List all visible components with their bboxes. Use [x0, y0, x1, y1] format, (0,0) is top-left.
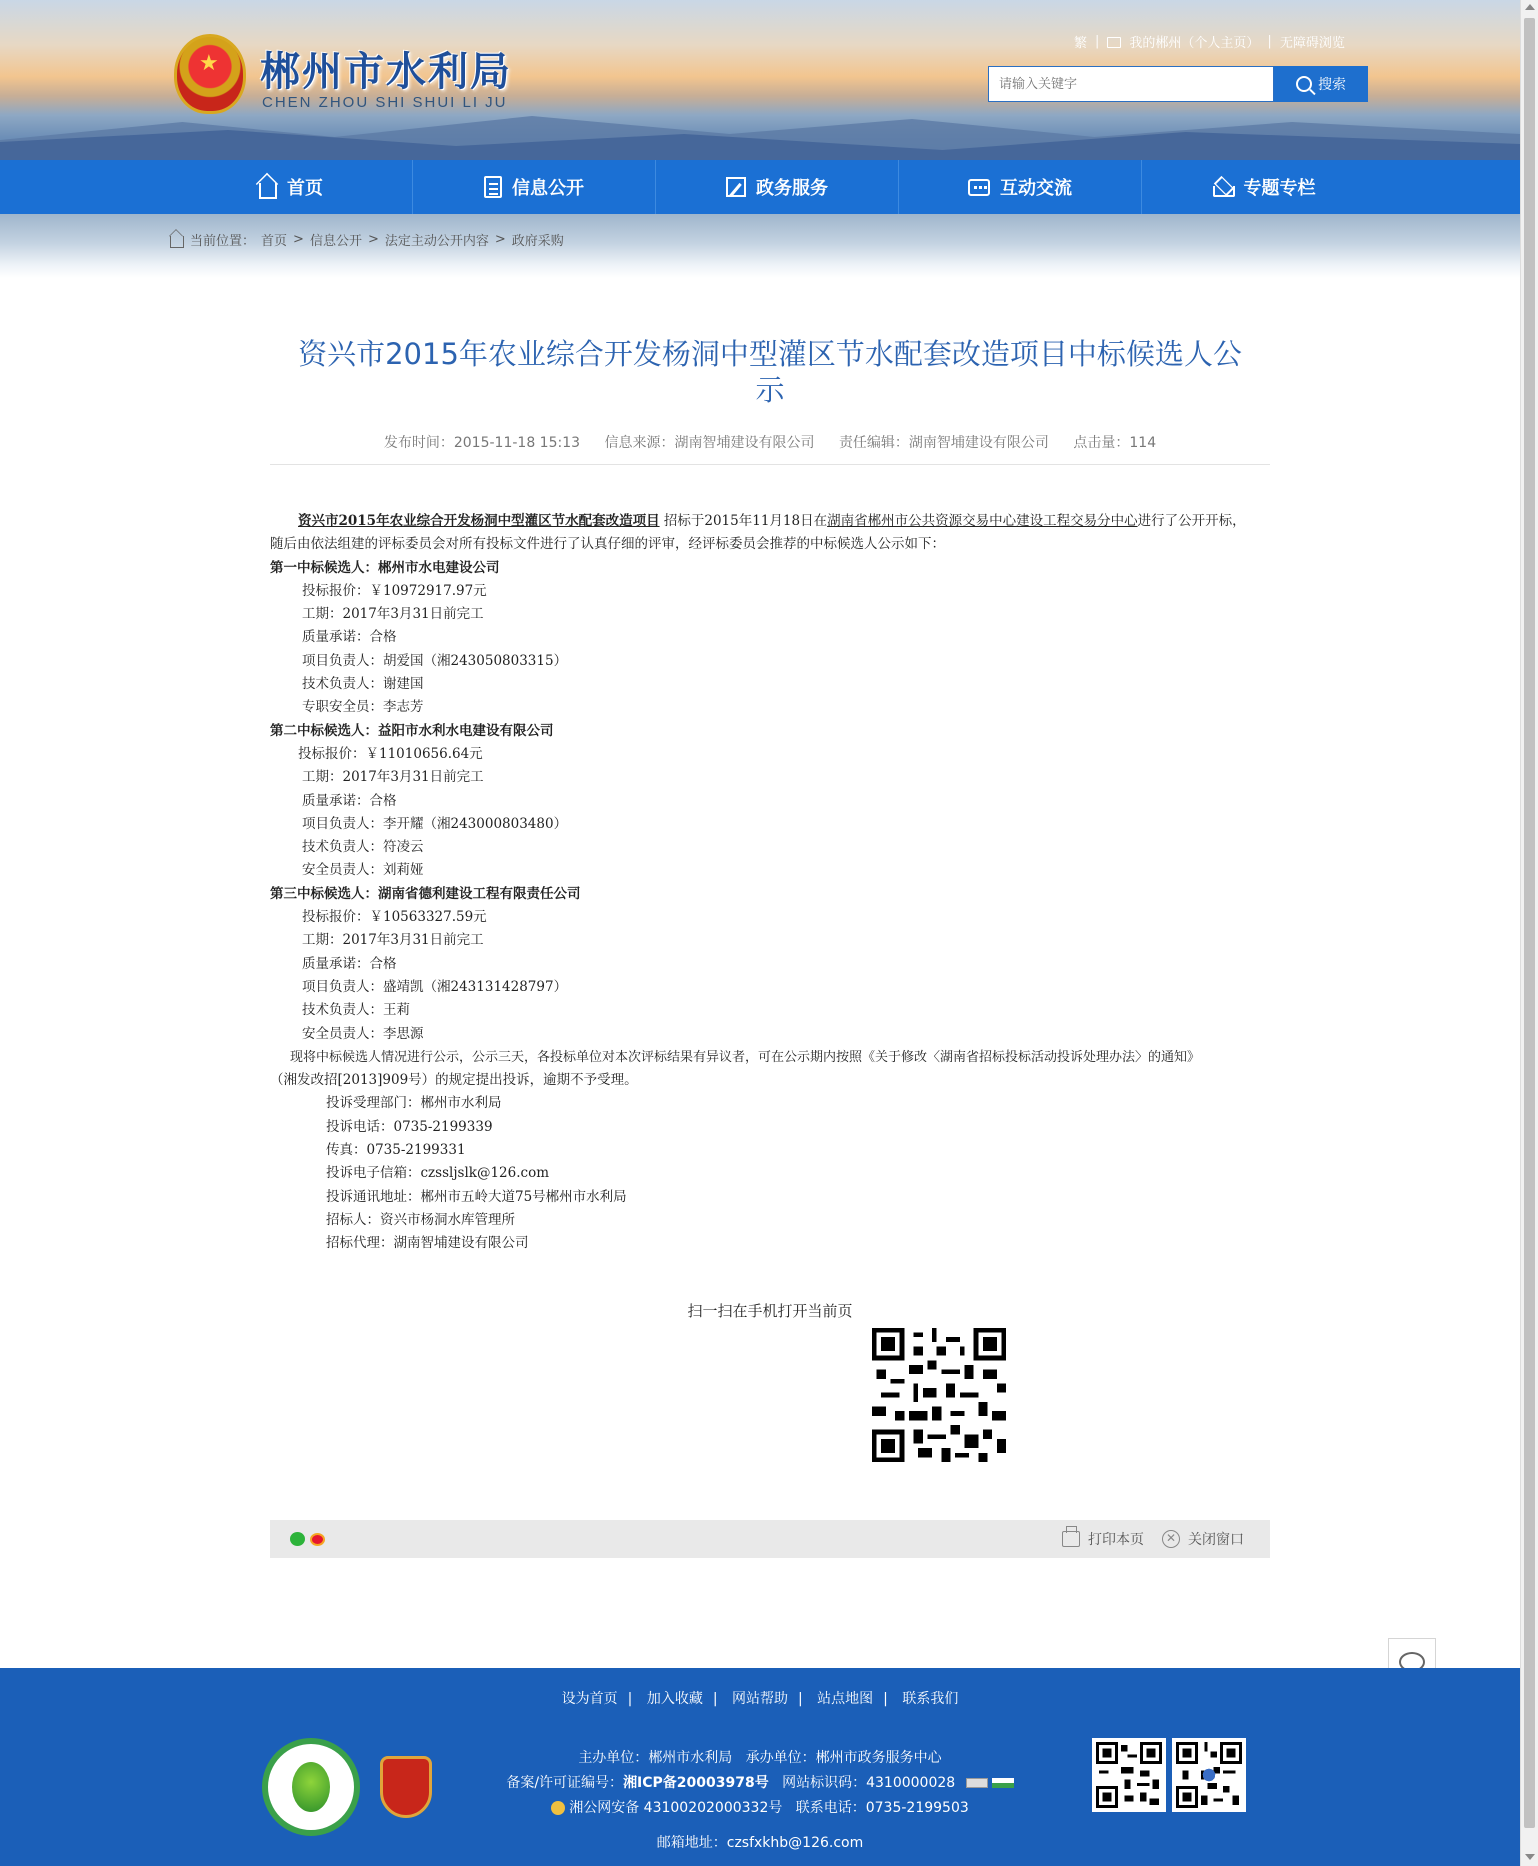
weibo-share-icon[interactable]	[310, 1533, 325, 1546]
print-label: 打印本页	[1088, 1532, 1144, 1548]
candidate-detail: 工期：2017年3月31日前完工	[302, 606, 484, 623]
breadcrumb-separator: >	[293, 232, 304, 247]
contact-line: 投诉电话：0735-2199339	[326, 1118, 493, 1135]
candidate-detail: 专职安全员：李志芳	[302, 699, 424, 716]
trading-center-name: 湖南省郴州市公共资源交易中心建设工程交易分中心	[827, 513, 1138, 529]
site-id-label: 网站标识码：	[782, 1775, 867, 1791]
candidate-detail: 工期：2017年3月31日前完工	[302, 769, 484, 786]
contact-line: 招标人：资兴市杨洞水库管理所	[326, 1211, 515, 1228]
organizer-name: 郴州市政务服务中心	[815, 1750, 942, 1766]
footer-qr-code-1	[1092, 1738, 1166, 1812]
candidate-detail: 质量承诺：合格	[302, 792, 397, 809]
breadcrumb-separator: >	[494, 232, 506, 247]
breadcrumb-prefix: 当前位置：	[190, 234, 256, 249]
nav-item-label: 互动交流	[1000, 178, 1072, 199]
site-header	[0, 0, 1520, 160]
host-label: 主办单位：	[578, 1750, 649, 1766]
nav-item-label: 首页	[287, 178, 323, 199]
footer-qr-code-2	[1172, 1738, 1246, 1812]
intro-text: 招标于2015年11月18日在	[663, 513, 828, 529]
breadcrumb-item-home[interactable]: 首页	[261, 234, 288, 249]
project-name: 资兴市2015年农业综合开发杨洞中型灌区节水配套改造项目	[298, 513, 660, 529]
article-title	[270, 336, 1270, 408]
layers-icon	[1212, 177, 1234, 197]
info-source: 信息来源：湖南智埔建设有限公司	[604, 435, 815, 451]
footer-host-line	[0, 1746, 1520, 1771]
police-badge-icon	[551, 1801, 565, 1815]
candidate-detail: 技术负责人：谢建国	[302, 676, 424, 693]
site-subtitle: CHEN ZHOU SHI SHUI LI JU	[262, 94, 508, 111]
article-meta	[270, 432, 1270, 452]
candidate-detail: 技术负责人：王莉	[302, 1002, 410, 1019]
article-title-line: 示	[755, 373, 785, 407]
top-link-separator: |	[1095, 33, 1100, 49]
intro-text: 进行了公开开标，	[1137, 513, 1246, 529]
meta-divider	[270, 464, 1270, 465]
candidate-heading: 第三中标候选人：湖南省德利建设工程有限责任公司	[270, 885, 581, 902]
search-box	[988, 66, 1368, 102]
candidate-detail: 项目负责人：胡爱国（湘243050803315）	[302, 652, 568, 669]
document-icon	[484, 176, 502, 198]
contact-line: 招标代理：湖南智埔建设有限公司	[326, 1235, 529, 1252]
top-links	[1074, 32, 1374, 50]
qr-caption: 扫一扫在手机打开当前页	[687, 1302, 853, 1320]
notice-paragraph: 现将中标候选人情况进行公示，公示三天，各投标单位对本次评标结果有异议者，可在公示期内按照《关于修改〈湖南省招标投标活动投诉处理办法〉的通知》	[290, 1049, 1201, 1065]
nav-item-interaction[interactable]	[899, 160, 1142, 214]
wechat-share-icon[interactable]	[290, 1532, 305, 1546]
footer-police-line	[0, 1796, 1520, 1821]
search-icon	[1296, 76, 1312, 92]
scrollbar-thumb[interactable]	[1524, 18, 1535, 1828]
footer-email: 邮箱地址：czsfxkhb@126.com	[656, 1835, 864, 1851]
footer-links: 设为首页 | 加入收藏 | 网站帮助 | 站点地图 | 联系我们	[561, 1691, 959, 1707]
breadcrumb-item-procurement[interactable]: 政府采购	[511, 234, 564, 249]
site-footer	[0, 1668, 1520, 1866]
my-chenzhou-link[interactable]: 我的郴州（个人主页）	[1129, 35, 1260, 51]
footer-link-set-home[interactable]: 设为首页	[561, 1691, 618, 1707]
page-qr-code	[872, 1328, 1006, 1462]
candidate-detail: 技术负责人：符凌云	[302, 839, 424, 856]
nav-item-special-topics[interactable]	[1142, 160, 1385, 214]
organizer-label: 承办单位：	[745, 1750, 816, 1766]
nav-item-home[interactable]	[170, 160, 413, 214]
footer-link-contact[interactable]: 联系我们	[902, 1691, 959, 1707]
candidate-detail: 投标报价：￥11010656.64元	[298, 745, 483, 762]
candidate-detail: 项目负责人：李开耀（湘243000803480）	[302, 815, 568, 832]
flag-icon	[992, 1778, 1014, 1788]
search-button-label: 搜索	[1318, 77, 1346, 93]
contact-line: 传真：0735-2199331	[326, 1142, 466, 1159]
contact-line: 投诉受理部门：郴州市水利局	[326, 1095, 502, 1112]
contact-phone: 联系电话：0735-2199503	[795, 1800, 969, 1816]
scroll-up-arrow-icon[interactable]	[1525, 4, 1535, 10]
main-nav	[0, 160, 1520, 214]
host-name: 郴州市水利局	[648, 1750, 733, 1766]
breadcrumb	[170, 230, 564, 249]
publish-time: 发布时间：2015-11-18 15:13	[383, 435, 581, 451]
candidate-detail: 投标报价：￥10563327.59元	[302, 909, 487, 926]
intro-paragraph	[270, 510, 1270, 533]
nav-item-label: 信息公开	[512, 178, 584, 199]
breadcrumb-home-icon	[170, 236, 184, 248]
site-title[interactable]: 郴州市水利局	[260, 49, 512, 95]
nav-item-label: 政务服务	[756, 178, 828, 199]
icp-label: 备案/许可证编号：	[506, 1775, 624, 1791]
close-label: 关闭窗口	[1188, 1532, 1244, 1548]
nav-item-label: 专题专栏	[1243, 178, 1316, 199]
responsible-editor: 责任编辑：湖南智埔建设有限公司	[838, 435, 1049, 451]
traditional-chinese-link[interactable]: 繁	[1074, 35, 1088, 51]
icp-link[interactable]: 湘ICP备20003978号	[623, 1775, 769, 1791]
site-id: 4310000028	[866, 1775, 956, 1791]
accessible-browse-link[interactable]: 无障碍浏览	[1279, 35, 1345, 51]
printer-icon	[1062, 1531, 1080, 1547]
print-button[interactable]	[1062, 1529, 1144, 1549]
candidate-detail: 安全员责人：李思源	[302, 1025, 424, 1042]
chat-icon	[968, 179, 990, 196]
share-bar	[270, 1520, 1270, 1558]
nav-item-gov-services[interactable]	[656, 160, 899, 214]
search-button[interactable]	[1274, 66, 1368, 102]
article-title-line: 资兴市2015年农业综合开发杨洞中型灌区节水配套改造项目中标候选人公	[298, 337, 1242, 371]
vertical-scrollbar[interactable]	[1520, 0, 1538, 1866]
candidate-detail: 安全员责人：刘莉娅	[302, 862, 424, 879]
candidate-detail: 工期：2017年3月31日前完工	[302, 932, 484, 949]
cnzz-icon[interactable]	[966, 1778, 988, 1788]
footer-link-favorite[interactable]: 加入收藏	[646, 1691, 703, 1707]
candidate-heading: 第二中标候选人：益阳市水利水电建设有限公司	[270, 722, 554, 739]
edit-icon	[726, 177, 746, 197]
top-link-separator: |	[1267, 33, 1272, 49]
candidate-detail: 项目负责人：盛靖凯（湘243131428797）	[302, 978, 568, 995]
police-record[interactable]: 湘公网安备 43100202000332号	[569, 1800, 783, 1816]
intro-paragraph-cont: 随后由依法组建的评标委员会对所有投标文件进行了认真仔细的评审，经评标委员会推荐的中标候选人公示如下：	[270, 536, 945, 553]
monitor-icon	[1107, 37, 1121, 48]
contact-line: 投诉通讯地址：郴州市五岭大道75号郴州市水利局	[326, 1188, 627, 1205]
notice-paragraph-cont: （湘发改招[2013]909号）的规定提出投诉，逾期不予受理。	[270, 1072, 638, 1089]
breadcrumb-item-statutory[interactable]: 法定主动公开内容	[384, 234, 489, 249]
scroll-down-arrow-icon[interactable]	[1525, 1854, 1535, 1860]
search-input[interactable]	[988, 66, 1274, 102]
close-icon: ✕	[1162, 1530, 1180, 1548]
close-window-button[interactable]	[1162, 1529, 1244, 1549]
article-body	[270, 510, 1270, 1256]
footer-icp-line	[0, 1771, 1520, 1796]
footer-info	[0, 1746, 1520, 1821]
breadcrumb-separator: >	[367, 232, 379, 247]
home-icon	[259, 183, 277, 199]
nav-item-info-disclosure[interactable]	[413, 160, 656, 214]
national-emblem-icon: ★	[174, 34, 246, 114]
breadcrumb-item-info[interactable]: 信息公开	[309, 234, 362, 249]
contact-line: 投诉电子信箱：czssljslk@126.com	[326, 1165, 550, 1182]
candidate-detail: 质量承诺：合格	[302, 629, 397, 646]
candidate-heading: 第一中标候选人：郴州市水电建设公司	[270, 559, 500, 576]
candidate-detail: 质量承诺：合格	[302, 955, 397, 972]
candidate-detail: 投标报价：￥10972917.97元	[302, 582, 487, 599]
hit-count: 点击量：114	[1073, 435, 1157, 451]
footer-link-sitemap[interactable]: 站点地图	[817, 1691, 874, 1707]
footer-link-help[interactable]: 网站帮助	[732, 1691, 788, 1707]
